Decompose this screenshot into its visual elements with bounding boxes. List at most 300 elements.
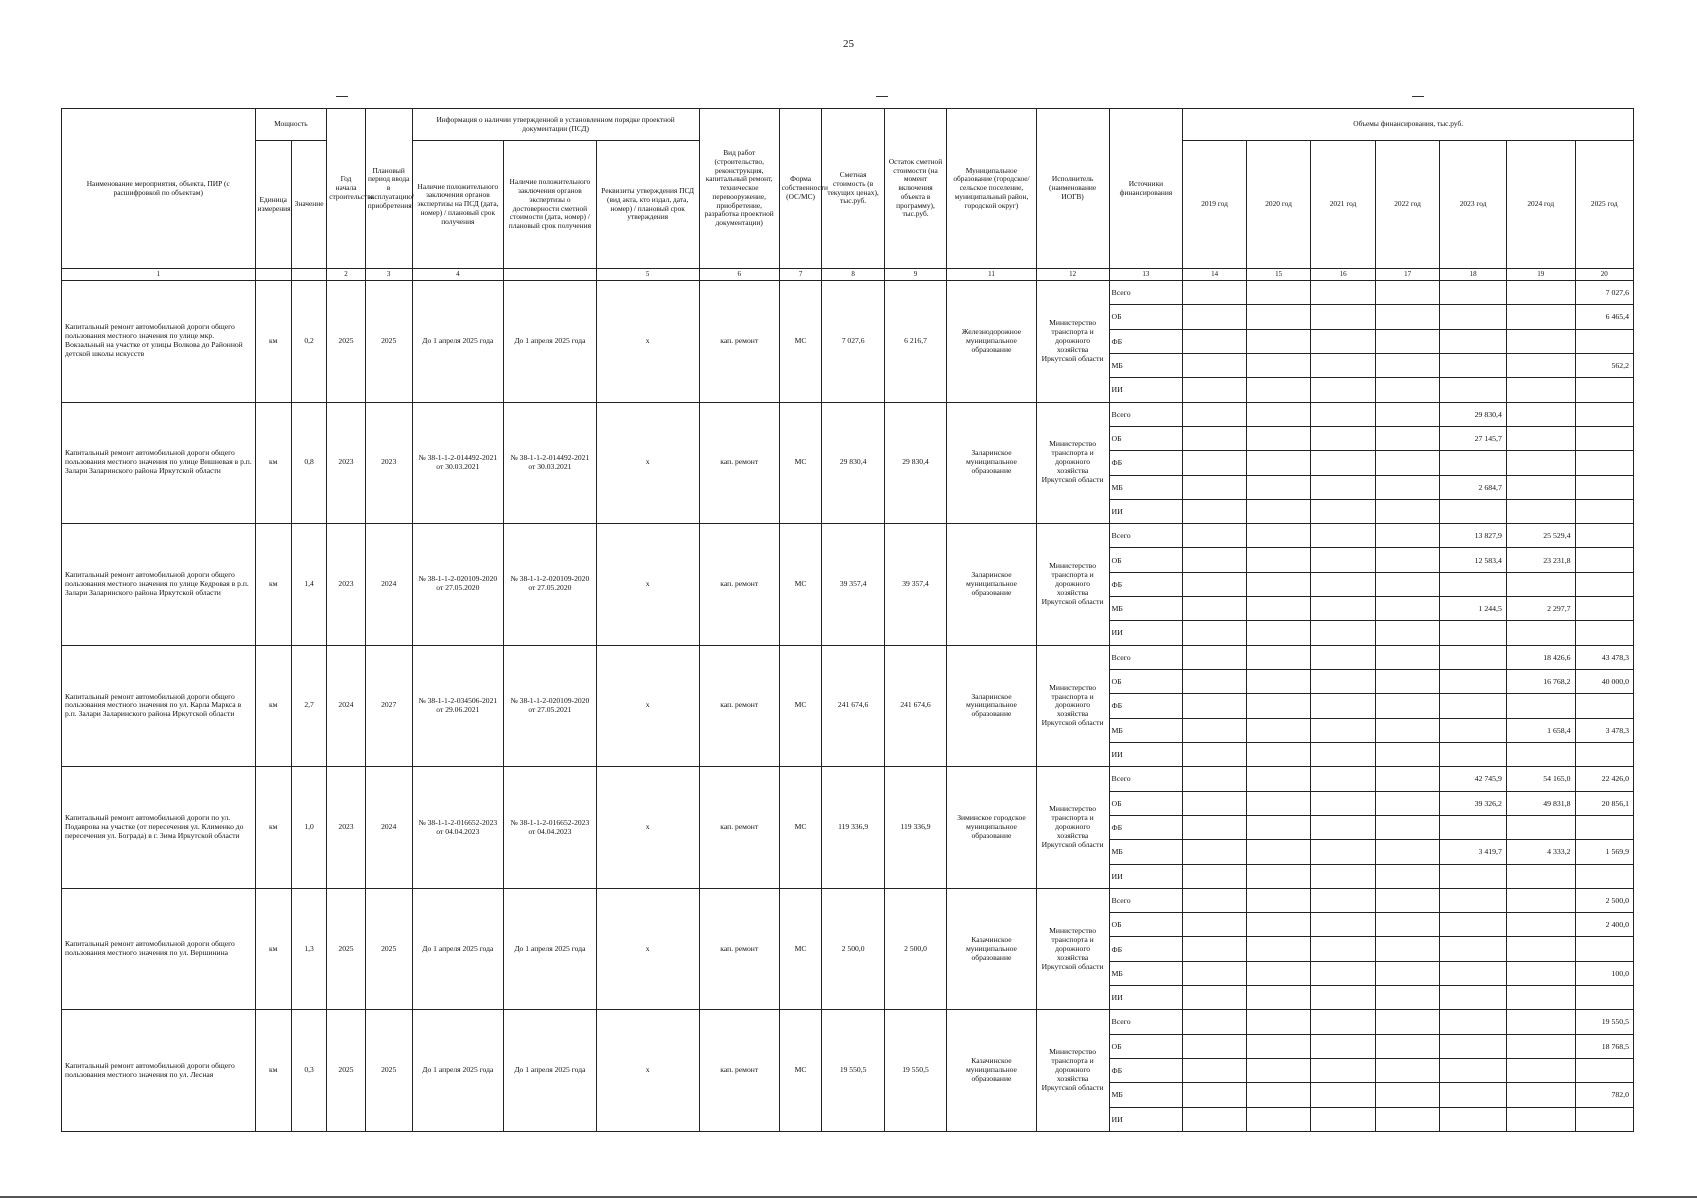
column-number: 9 xyxy=(884,269,946,281)
fin-value-cell xyxy=(1375,645,1440,669)
column-number: 15 xyxy=(1246,269,1311,281)
fin-source-label: Всего xyxy=(1109,281,1183,305)
fin-value-cell: 20 856,1 xyxy=(1575,791,1633,815)
fin-value-cell xyxy=(1183,353,1246,377)
fin-value-cell xyxy=(1575,572,1633,596)
value-cell: 1,4 xyxy=(291,524,326,646)
psd-expert-cost-cell: № 38-1-1-2-014492-2021 от 30.03.2021 xyxy=(504,402,597,524)
fin-value-cell xyxy=(1246,913,1311,937)
fin-value-cell xyxy=(1506,572,1575,596)
fin-value-cell xyxy=(1183,499,1246,523)
fin-value-cell xyxy=(1506,815,1575,839)
fin-value-cell xyxy=(1311,767,1376,791)
fin-value-cell xyxy=(1311,572,1376,596)
column-number: 4 xyxy=(412,269,504,281)
fin-value-cell xyxy=(1506,986,1575,1010)
psd-expert-positive-cell: № 38-1-1-2-020109-2020 от 27.05.2020 xyxy=(412,524,504,646)
fin-value-cell xyxy=(1183,913,1246,937)
fin-value-cell xyxy=(1575,548,1633,572)
fin-value-cell xyxy=(1311,353,1376,377)
fin-value-cell xyxy=(1183,597,1246,621)
fin-value-cell xyxy=(1506,621,1575,645)
fin-value-cell xyxy=(1246,1107,1311,1131)
psd-expert-positive-cell: № 38-1-1-2-014492-2021 от 30.03.2021 xyxy=(412,402,504,524)
year-start-cell: 2023 xyxy=(327,767,365,889)
fin-value-cell xyxy=(1575,402,1633,426)
fin-value-cell xyxy=(1246,1059,1311,1083)
value-cell: 1,3 xyxy=(291,888,326,1010)
remaining-cost-cell: 6 216,7 xyxy=(884,281,946,403)
fin-value-cell xyxy=(1375,767,1440,791)
fin-value-cell: 6 465,4 xyxy=(1575,305,1633,329)
fin-value-cell xyxy=(1575,475,1633,499)
fin-value-cell xyxy=(1311,597,1376,621)
unit-cell: км xyxy=(255,767,291,889)
fin-value-cell xyxy=(1311,281,1376,305)
fin-value-cell xyxy=(1440,329,1507,353)
fin-value-cell xyxy=(1183,645,1246,669)
year-start-cell: 2024 xyxy=(327,645,365,767)
municipality-cell: Заларинское муниципальное образование xyxy=(947,524,1036,646)
fin-value-cell xyxy=(1506,913,1575,937)
fin-value-cell xyxy=(1246,742,1311,766)
fin-value-cell xyxy=(1375,937,1440,961)
fin-value-cell: 13 827,9 xyxy=(1440,524,1507,548)
header-plan-period: Плановый период ввода в эксплуатацию/приобретения xyxy=(365,109,412,269)
fin-value-cell: 43 478,3 xyxy=(1575,645,1633,669)
fin-source-label: МБ xyxy=(1109,1083,1183,1107)
fin-value-cell xyxy=(1575,524,1633,548)
fin-value-cell xyxy=(1311,694,1376,718)
fin-source-label: Всего xyxy=(1109,524,1183,548)
fin-value-cell xyxy=(1375,402,1440,426)
column-number: 18 xyxy=(1440,269,1507,281)
fin-value-cell xyxy=(1183,329,1246,353)
fin-value-cell xyxy=(1183,621,1246,645)
fin-value-cell xyxy=(1246,597,1311,621)
fin-source-label: МБ xyxy=(1109,475,1183,499)
column-number: 1 xyxy=(62,269,256,281)
psd-expert-cost-cell: № 38-1-1-2-020109-2020 от 27.05.2021 xyxy=(504,645,597,767)
column-number: 19 xyxy=(1506,269,1575,281)
fin-value-cell xyxy=(1183,670,1246,694)
fin-value-cell xyxy=(1183,742,1246,766)
header-estimate-cost: Сметная стоимость (в текущих ценах), тыс.руб. xyxy=(822,109,884,269)
fin-source-label: ОБ xyxy=(1109,305,1183,329)
fin-value-cell xyxy=(1246,840,1311,864)
header-year: 2025 год xyxy=(1575,141,1633,269)
psd-expert-positive-cell: До 1 апреля 2025 года xyxy=(412,1010,504,1132)
fin-value-cell xyxy=(1246,645,1311,669)
work-type-cell: кап. ремонт xyxy=(699,524,779,646)
psd-requisites-cell: x xyxy=(596,767,699,889)
psd-expert-cost-cell: До 1 апреля 2025 года xyxy=(504,281,597,403)
fin-value-cell xyxy=(1311,1010,1376,1034)
fin-source-label: Всего xyxy=(1109,645,1183,669)
header-executor: Исполнитель (наименование ИОГВ) xyxy=(1036,109,1109,269)
fin-value-cell xyxy=(1183,1107,1246,1131)
fin-value-cell: 3 478,3 xyxy=(1575,718,1633,742)
fin-value-cell: 562,2 xyxy=(1575,353,1633,377)
fin-value-cell xyxy=(1311,1034,1376,1058)
header-ownership: Форма собственности (ОС/МС) xyxy=(779,109,822,269)
municipality-cell: Казачинское муниципальное образование xyxy=(947,1010,1036,1132)
fin-value-cell: 1 658,4 xyxy=(1506,718,1575,742)
value-cell: 2,7 xyxy=(291,645,326,767)
fin-value-cell xyxy=(1440,937,1507,961)
fin-value-cell xyxy=(1506,353,1575,377)
fin-value-cell xyxy=(1311,961,1376,985)
column-number: 7 xyxy=(779,269,822,281)
fin-value-cell xyxy=(1246,402,1311,426)
fin-value-cell: 782,0 xyxy=(1575,1083,1633,1107)
estimate-cost-cell: 119 336,9 xyxy=(822,767,884,889)
estimate-cost-cell: 241 674,6 xyxy=(822,645,884,767)
fin-value-cell xyxy=(1246,961,1311,985)
fin-value-cell xyxy=(1311,1083,1376,1107)
fin-value-cell xyxy=(1375,426,1440,450)
fin-value-cell xyxy=(1440,742,1507,766)
fin-value-cell xyxy=(1440,499,1507,523)
fin-value-cell xyxy=(1440,888,1507,912)
fin-source-label: МБ xyxy=(1109,353,1183,377)
value-cell: 0,3 xyxy=(291,1010,326,1132)
fin-value-cell xyxy=(1246,281,1311,305)
executor-cell: Министерство транспорта и дорожного хозяйства Иркутской области xyxy=(1036,524,1109,646)
fin-value-cell xyxy=(1311,402,1376,426)
psd-expert-cost-cell: До 1 апреля 2025 года xyxy=(504,1010,597,1132)
fin-value-cell xyxy=(1375,524,1440,548)
fin-value-cell xyxy=(1575,864,1633,888)
fin-value-cell xyxy=(1311,815,1376,839)
remaining-cost-cell: 241 674,6 xyxy=(884,645,946,767)
fin-value-cell xyxy=(1311,937,1376,961)
object-name: Капитальный ремонт автомобильной дороги общего пользования местного значения по улице Кедровая в р.п. Залари Заларинского района Иркутской области xyxy=(62,524,256,646)
municipality-cell: Заларинское муниципальное образование xyxy=(947,645,1036,767)
fin-value-cell xyxy=(1440,281,1507,305)
fin-value-cell xyxy=(1440,986,1507,1010)
fin-value-cell xyxy=(1506,1083,1575,1107)
fin-value-cell xyxy=(1246,572,1311,596)
table-row xyxy=(62,1010,1634,1034)
ownership-cell: МС xyxy=(779,767,822,889)
municipality-cell: Зиминское городское муниципальное образование xyxy=(947,767,1036,889)
fin-value-cell xyxy=(1183,888,1246,912)
fin-value-cell xyxy=(1311,645,1376,669)
unit-cell: км xyxy=(255,645,291,767)
fin-source-label: ОБ xyxy=(1109,670,1183,694)
fin-value-cell xyxy=(1375,888,1440,912)
table-body xyxy=(62,281,1634,1132)
header-year: 2020 год xyxy=(1246,141,1311,269)
column-number: 13 xyxy=(1109,269,1183,281)
column-number xyxy=(504,269,597,281)
fin-value-cell xyxy=(1440,718,1507,742)
fin-value-cell xyxy=(1183,548,1246,572)
fin-value-cell: 16 768,2 xyxy=(1506,670,1575,694)
fin-value-cell xyxy=(1506,329,1575,353)
fin-value-cell xyxy=(1375,840,1440,864)
fin-value-cell xyxy=(1375,670,1440,694)
ownership-cell: МС xyxy=(779,281,822,403)
table-row xyxy=(62,645,1634,669)
fin-value-cell xyxy=(1375,597,1440,621)
header-psd-expert-cost: Наличие положительного заключения органов экспертизы о достоверности сметной стоимости (дата, номер) / плановый срок получения xyxy=(504,141,597,269)
column-number: 2 xyxy=(327,269,365,281)
fin-value-cell xyxy=(1375,742,1440,766)
psd-requisites-cell: x xyxy=(596,281,699,403)
fin-value-cell: 3 419,7 xyxy=(1440,840,1507,864)
fin-value-cell xyxy=(1506,402,1575,426)
fin-value-cell xyxy=(1311,742,1376,766)
plan-period-cell: 2025 xyxy=(365,1010,412,1132)
fin-value-cell xyxy=(1375,281,1440,305)
fin-value-cell xyxy=(1440,1034,1507,1058)
fin-value-cell: 27 145,7 xyxy=(1440,426,1507,450)
fin-value-cell xyxy=(1375,913,1440,937)
fin-source-label: МБ xyxy=(1109,961,1183,985)
fin-value-cell: 2 500,0 xyxy=(1575,888,1633,912)
header-year: 2024 год xyxy=(1506,141,1575,269)
fin-value-cell: 2 400,0 xyxy=(1575,913,1633,937)
estimate-cost-cell: 7 027,6 xyxy=(822,281,884,403)
fin-value-cell xyxy=(1183,815,1246,839)
fin-source-label: ОБ xyxy=(1109,791,1183,815)
fin-value-cell xyxy=(1440,815,1507,839)
column-number: 3 xyxy=(365,269,412,281)
fin-value-cell xyxy=(1375,694,1440,718)
fin-value-cell xyxy=(1183,1010,1246,1034)
fin-value-cell xyxy=(1183,986,1246,1010)
table-row xyxy=(62,888,1634,912)
fin-value-cell: 18 768,5 xyxy=(1575,1034,1633,1058)
fin-value-cell xyxy=(1575,815,1633,839)
fin-value-cell xyxy=(1183,1083,1246,1107)
plan-period-cell: 2023 xyxy=(365,402,412,524)
column-number: 6 xyxy=(699,269,779,281)
fin-value-cell xyxy=(1440,1010,1507,1034)
fin-value-cell xyxy=(1440,645,1507,669)
fin-value-cell: 39 326,2 xyxy=(1440,791,1507,815)
plan-period-cell: 2025 xyxy=(365,281,412,403)
fin-value-cell xyxy=(1375,475,1440,499)
fin-value-cell xyxy=(1183,281,1246,305)
fin-value-cell xyxy=(1183,572,1246,596)
fin-value-cell xyxy=(1246,451,1311,475)
fin-value-cell xyxy=(1183,1034,1246,1058)
fin-source-label: ОБ xyxy=(1109,1034,1183,1058)
table-row xyxy=(62,281,1634,305)
scan-mark xyxy=(1412,96,1424,97)
fin-value-cell xyxy=(1375,791,1440,815)
ownership-cell: МС xyxy=(779,524,822,646)
fin-value-cell: 49 831,8 xyxy=(1506,791,1575,815)
municipality-cell: Казачинское муниципальное образование xyxy=(947,888,1036,1010)
fin-value-cell xyxy=(1506,1107,1575,1131)
plan-period-cell: 2024 xyxy=(365,767,412,889)
fin-value-cell xyxy=(1506,281,1575,305)
psd-expert-cost-cell: До 1 апреля 2025 года xyxy=(504,888,597,1010)
municipality-cell: Заларинское муниципальное образование xyxy=(947,402,1036,524)
fin-value-cell xyxy=(1183,426,1246,450)
fin-source-label: ФБ xyxy=(1109,1059,1183,1083)
fin-value-cell xyxy=(1375,1107,1440,1131)
fin-value-cell xyxy=(1311,913,1376,937)
fin-value-cell xyxy=(1440,353,1507,377)
fin-value-cell xyxy=(1575,986,1633,1010)
unit-cell: км xyxy=(255,524,291,646)
fin-value-cell xyxy=(1246,937,1311,961)
work-type-cell: кап. ремонт xyxy=(699,281,779,403)
fin-source-label: МБ xyxy=(1109,718,1183,742)
fin-value-cell xyxy=(1246,718,1311,742)
fin-source-label: ОБ xyxy=(1109,548,1183,572)
object-name: Капитальный ремонт автомобильной дороги общего пользования местного значения по ул. Карла Маркса в р.п. Залари Заларинского района Иркутской области xyxy=(62,645,256,767)
fin-source-label: ФБ xyxy=(1109,694,1183,718)
fin-value-cell xyxy=(1246,548,1311,572)
fin-value-cell xyxy=(1246,305,1311,329)
fin-value-cell xyxy=(1375,718,1440,742)
year-start-cell: 2025 xyxy=(327,281,365,403)
executor-cell: Министерство транспорта и дорожного хозяйства Иркутской области xyxy=(1036,767,1109,889)
fin-value-cell xyxy=(1311,1059,1376,1083)
fin-value-cell: 4 333,2 xyxy=(1506,840,1575,864)
header-value: Значение xyxy=(291,141,326,269)
ownership-cell: МС xyxy=(779,888,822,1010)
object-name: Капитальный ремонт автомобильной дороги общего пользования местного значения по улице Вишневая в р.п. Залари Заларинского района Иркутской области xyxy=(62,402,256,524)
fin-value-cell xyxy=(1575,451,1633,475)
fin-value-cell xyxy=(1375,1059,1440,1083)
fin-value-cell xyxy=(1311,305,1376,329)
fin-value-cell xyxy=(1575,378,1633,402)
fin-value-cell: 1 569,9 xyxy=(1575,840,1633,864)
fin-value-cell xyxy=(1246,815,1311,839)
fin-source-label: ИИ xyxy=(1109,742,1183,766)
fin-source-label: ОБ xyxy=(1109,426,1183,450)
fin-value-cell xyxy=(1575,694,1633,718)
psd-expert-positive-cell: До 1 апреля 2025 года xyxy=(412,281,504,403)
year-start-cell: 2023 xyxy=(327,524,365,646)
psd-expert-positive-cell: № 38-1-1-2-034506-2021 от 29.06.2021 xyxy=(412,645,504,767)
fin-value-cell xyxy=(1506,888,1575,912)
object-name: Капитальный ремонт автомобильной дороги общего пользования местного значения по ул. Вершинина xyxy=(62,888,256,1010)
work-type-cell: кап. ремонт xyxy=(699,1010,779,1132)
header-year: 2019 год xyxy=(1183,141,1246,269)
fin-value-cell xyxy=(1375,499,1440,523)
fin-value-cell xyxy=(1311,670,1376,694)
fin-value-cell: 18 426,6 xyxy=(1506,645,1575,669)
fin-value-cell xyxy=(1375,815,1440,839)
fin-value-cell xyxy=(1183,475,1246,499)
fin-value-cell xyxy=(1575,426,1633,450)
unit-cell: км xyxy=(255,888,291,1010)
header-year: 2022 год xyxy=(1375,141,1440,269)
remaining-cost-cell: 2 500,0 xyxy=(884,888,946,1010)
fin-source-label: ИИ xyxy=(1109,378,1183,402)
fin-source-label: ФБ xyxy=(1109,815,1183,839)
fin-value-cell xyxy=(1506,1059,1575,1083)
fin-value-cell: 12 583,4 xyxy=(1440,548,1507,572)
fin-value-cell: 22 426,0 xyxy=(1575,767,1633,791)
fin-value-cell xyxy=(1311,791,1376,815)
fin-value-cell xyxy=(1246,888,1311,912)
ownership-cell: МС xyxy=(779,645,822,767)
table-row xyxy=(62,524,1634,548)
fin-value-cell xyxy=(1311,524,1376,548)
fin-value-cell xyxy=(1183,840,1246,864)
value-cell: 0,2 xyxy=(291,281,326,403)
fin-value-cell: 40 000,0 xyxy=(1575,670,1633,694)
fin-value-cell xyxy=(1375,548,1440,572)
fin-value-cell xyxy=(1246,670,1311,694)
fin-value-cell xyxy=(1506,961,1575,985)
ownership-cell: МС xyxy=(779,402,822,524)
fin-value-cell xyxy=(1246,475,1311,499)
plan-period-cell: 2027 xyxy=(365,645,412,767)
scan-mark xyxy=(876,96,888,97)
fin-value-cell xyxy=(1183,791,1246,815)
year-start-cell: 2025 xyxy=(327,888,365,1010)
fin-value-cell xyxy=(1311,499,1376,523)
fin-source-label: МБ xyxy=(1109,597,1183,621)
fin-value-cell xyxy=(1246,986,1311,1010)
remaining-cost-cell: 19 550,5 xyxy=(884,1010,946,1132)
fin-value-cell xyxy=(1246,1083,1311,1107)
table-row xyxy=(62,767,1634,791)
executor-cell: Министерство транспорта и дорожного хозяйства Иркутской области xyxy=(1036,888,1109,1010)
fin-value-cell: 7 027,6 xyxy=(1575,281,1633,305)
fin-value-cell xyxy=(1506,694,1575,718)
value-cell: 0,8 xyxy=(291,402,326,524)
remaining-cost-cell: 119 336,9 xyxy=(884,767,946,889)
header-year-start: Год начала строительства xyxy=(327,109,365,269)
fin-value-cell xyxy=(1311,986,1376,1010)
fin-value-cell xyxy=(1440,451,1507,475)
fin-value-cell xyxy=(1246,426,1311,450)
year-start-cell: 2025 xyxy=(327,1010,365,1132)
header-municipality: Муниципальное образование (городское/сельское поселение, муниципальный район, городской округ) xyxy=(947,109,1036,269)
fin-source-label: Всего xyxy=(1109,402,1183,426)
fin-value-cell xyxy=(1246,791,1311,815)
column-number: 5 xyxy=(596,269,699,281)
fin-value-cell xyxy=(1375,1010,1440,1034)
fin-value-cell xyxy=(1375,329,1440,353)
plan-period-cell: 2025 xyxy=(365,888,412,1010)
column-number: 17 xyxy=(1375,269,1440,281)
fin-value-cell xyxy=(1311,718,1376,742)
psd-requisites-cell: x xyxy=(596,645,699,767)
fin-value-cell xyxy=(1506,864,1575,888)
fin-value-cell xyxy=(1506,1010,1575,1034)
executor-cell: Министерство транспорта и дорожного хозяйства Иркутской области xyxy=(1036,1010,1109,1132)
executor-cell: Министерство транспорта и дорожного хозяйства Иркутской области xyxy=(1036,281,1109,403)
value-cell: 1,0 xyxy=(291,767,326,889)
fin-value-cell xyxy=(1506,305,1575,329)
object-name: Капитальный ремонт автомобильной дороги общего пользования местного значения по улице мкр. Вокзальный на участке от улицы Волкова до Районной детской школы искусств xyxy=(62,281,256,403)
fin-value-cell xyxy=(1246,694,1311,718)
fin-value-cell xyxy=(1506,378,1575,402)
fin-value-cell xyxy=(1311,378,1376,402)
year-start-cell: 2023 xyxy=(327,402,365,524)
fin-source-label: ФБ xyxy=(1109,572,1183,596)
scan-edge-line xyxy=(0,1196,1697,1198)
fin-source-label: ИИ xyxy=(1109,864,1183,888)
table-header xyxy=(62,109,1634,281)
fin-value-cell xyxy=(1246,621,1311,645)
fin-value-cell xyxy=(1440,1107,1507,1131)
psd-expert-positive-cell: № 38-1-1-2-016652-2023 от 04.04.2023 xyxy=(412,767,504,889)
header-power-group: Мощность xyxy=(255,109,327,141)
